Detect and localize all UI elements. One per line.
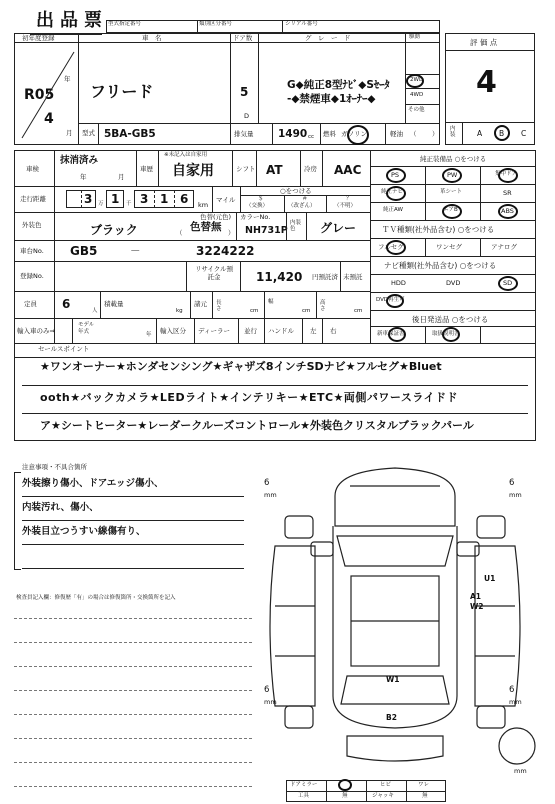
- equip-abs: ABS: [501, 207, 514, 215]
- mark-w1: W1: [386, 675, 400, 684]
- equip-leather: 革シート: [440, 189, 463, 195]
- mileage-label: 走行距離: [20, 195, 46, 203]
- fuel-paren-close: ）: [432, 130, 439, 138]
- equip-navi-circle: [386, 186, 406, 201]
- navi-dvd: DVD: [446, 279, 461, 287]
- tools-value: 無: [342, 793, 348, 799]
- equip-pw-circle: [442, 168, 462, 183]
- crack-label: ヒビ: [380, 782, 392, 788]
- later-warranty-circle: [388, 327, 406, 342]
- reg-label: 登録No.: [20, 272, 44, 280]
- page-title: 出品票: [36, 10, 108, 31]
- repaint-paren-open: （: [176, 229, 183, 237]
- equip-aw: 純正AW: [383, 207, 403, 213]
- mirror-circle: [338, 779, 352, 791]
- interior-color-label: 内装色: [290, 220, 302, 233]
- dim-height-label: 高さ: [320, 300, 326, 313]
- interior-color-value: グレー: [320, 221, 357, 235]
- month-unit: 月: [66, 129, 73, 137]
- mark-b2: B2: [386, 713, 397, 722]
- color-value: ブラック: [90, 223, 138, 237]
- import-right: 右: [330, 327, 337, 335]
- inspection-label: 車検: [26, 165, 39, 173]
- capacity-label: 定員: [24, 300, 37, 308]
- car-damage-diagram: [255, 456, 545, 786]
- mileage-digit-4: 1: [160, 192, 169, 206]
- car-name-value: フリード: [90, 82, 154, 101]
- equip-pw: PW: [447, 171, 458, 179]
- mileage-unit-sen: 千: [126, 201, 132, 207]
- fuel-label: 燃料: [323, 130, 336, 138]
- type-code-label: 型式指定番号: [108, 21, 142, 27]
- ac-label: 冷房: [304, 165, 317, 173]
- mileage-digit-2: 1: [111, 192, 120, 206]
- tv-fullseg: フルセグ: [378, 243, 404, 251]
- mileage-digit-1: 3: [84, 192, 93, 206]
- mark-u1: U1: [484, 574, 496, 583]
- fuel-diesel: 軽油: [390, 130, 403, 138]
- sales-line-3: ア★シートヒーター★レーダークルーズコントロール★外装色クリスタルブラックパール: [40, 419, 474, 432]
- tire-fl-unit: mm: [264, 491, 277, 499]
- mark-w2: W2: [470, 602, 484, 611]
- tire-rl-value: 6: [264, 685, 270, 695]
- mileage-opt-swap: （交換）: [246, 203, 269, 209]
- inspection-month-unit: 月: [118, 173, 125, 181]
- drive-label: 駆動: [409, 34, 421, 40]
- spare-tire-unit: mm: [514, 767, 527, 775]
- month-value: 4: [44, 111, 54, 127]
- displacement-label: 排気量: [234, 130, 254, 138]
- mileage-opt-unknown: （不明）: [334, 203, 357, 209]
- capacity-unit: 人: [92, 308, 98, 314]
- tools-label: 工具: [298, 793, 310, 799]
- grade-label: グ レ ー ド: [305, 34, 351, 42]
- history-value: 自家用: [172, 163, 214, 179]
- mileage-opt-tamper: （改ざん）: [288, 203, 316, 209]
- equip-abs-circle: [498, 204, 518, 219]
- repaint-value: 色替無: [190, 221, 222, 233]
- score-label: 評 価 点: [470, 38, 498, 47]
- tv-analog: アナログ: [491, 243, 517, 251]
- navi-sd-circle: [498, 276, 518, 291]
- dim-length-label: 長さ: [216, 300, 222, 313]
- capacity-value: 6: [62, 297, 71, 311]
- year-diagonal: [14, 42, 78, 145]
- history-note: ※未記入は自家用: [164, 152, 208, 158]
- import-model-year: モデル年式: [78, 322, 95, 335]
- tire-rl-unit: mm: [264, 698, 277, 706]
- doors-value: 5: [240, 85, 249, 99]
- doors-unit: D: [244, 112, 250, 120]
- tv-title: ＴＶ種類(社外品含む) ○をつける: [382, 225, 495, 234]
- recycle-value: 11,420: [256, 270, 303, 284]
- car-name-label: 車 名: [142, 34, 162, 42]
- score-value: 4: [476, 65, 497, 100]
- equip-sr: SR: [503, 189, 512, 197]
- recycle-label: リサイクル預託金: [194, 265, 234, 281]
- interior-c: C: [521, 129, 527, 138]
- equip-ps: PS: [391, 171, 400, 179]
- class-code-label: 類別区分番号: [199, 21, 233, 27]
- load-unit: kg: [176, 308, 183, 314]
- dvd-playable: DVD再生可: [376, 297, 405, 303]
- mileage-digit-3: 3: [140, 192, 149, 206]
- sales-label: セールスポイント: [38, 345, 90, 353]
- recycle-unpaid: 未預託: [343, 273, 363, 281]
- import-handle: ハンドル: [268, 327, 294, 335]
- ac-value: AAC: [334, 163, 362, 177]
- tire-fl-value: 6: [264, 478, 270, 488]
- doors-label: ドア数: [233, 34, 253, 42]
- inspection-value: 抹消済み: [60, 155, 99, 166]
- navi-title: ナビ種類(社外品含む) ○をつける: [384, 261, 497, 270]
- chassis-label: 車台No.: [20, 247, 44, 255]
- navi-hdd: HDD: [391, 279, 406, 287]
- import-dealer: ディーラー: [198, 327, 230, 335]
- equip-airbag: エアB: [443, 207, 458, 213]
- interior-label: 内装: [450, 126, 456, 139]
- shift-label: シフト: [236, 165, 256, 173]
- later-title: 後日発送品 ○をつける: [412, 315, 489, 324]
- import-class-label: 輸入区分: [160, 327, 186, 335]
- mileage-opt-swap-mark: ＄: [258, 196, 264, 202]
- notes-label: 注意事項・不具合箇所: [22, 463, 87, 471]
- color-code-label: カラーNo.: [240, 213, 271, 221]
- mileage-mile: マイル: [216, 196, 236, 204]
- note-line-1: 外装擦り傷小、ドアエッジ傷小、: [22, 478, 164, 489]
- grade-line-2: -◆禁煙車◆1ｵｰﾅｰ◆: [287, 93, 376, 105]
- note-line-2: 内装汚れ、傷小、: [22, 502, 99, 513]
- dim-label: 諸元: [194, 300, 207, 308]
- jack-value: 無: [422, 793, 428, 799]
- sales-line-2: ooth★バックカメラ★LEDライト★インテリキー★ETC★両側パワースライドド: [40, 391, 459, 404]
- tire-fr-value: 6: [509, 478, 515, 488]
- drive-2wd: 2WD: [410, 77, 424, 83]
- equip-ps-circle: [386, 168, 406, 183]
- chassis-dash: －: [130, 245, 141, 257]
- mileage-digit-5: 6: [180, 192, 189, 206]
- serial-label: シリアル番号: [285, 21, 318, 27]
- dim-height-unit: cm: [354, 308, 363, 314]
- import-label: 輸入車のみ⇒: [17, 327, 55, 335]
- fuel-gasoline: ガソリン: [341, 130, 367, 138]
- inspector-label: 検査員記入欄：修復歴「有」の場合は修復箇所・交換箇所を記入: [16, 595, 176, 601]
- fuel-gasoline-circle: [347, 125, 369, 145]
- tire-rr-value: 6: [509, 685, 515, 695]
- equip-navi: 純正ナビ: [381, 189, 404, 195]
- color-code-value: NH731P: [245, 225, 288, 236]
- mileage-circle-hint: ○をつける: [280, 187, 312, 195]
- history-label: 車歴: [140, 165, 153, 173]
- dvd-playable-circle: [386, 294, 404, 308]
- year-unit: 年: [64, 75, 71, 83]
- import-left: 左: [310, 327, 317, 335]
- sales-line-1: ★ワンオーナー★ホンダセンシング★ギャザズ8インチSDナビ★フルセグ★Bluet: [40, 360, 442, 373]
- equip-central-lock-circle: [498, 168, 518, 183]
- tire-fr-unit: mm: [509, 491, 522, 499]
- drive-4wd: 4WD: [410, 92, 424, 98]
- interior-b: B: [499, 129, 505, 138]
- equip-airbag-circle: [442, 204, 462, 219]
- mileage-opt-tamper-mark: ＃: [302, 196, 308, 202]
- dim-width-label: 幅: [268, 299, 274, 305]
- load-label: 積載量: [104, 300, 124, 308]
- chassis-number: 3224222: [196, 244, 255, 258]
- mileage-unit-man: 万: [98, 201, 104, 207]
- mirror-label: ドアミラー: [290, 782, 318, 788]
- mark-a1: A1: [470, 592, 482, 601]
- drive-2wd-circle: [406, 74, 424, 88]
- later-manual-circle: [442, 327, 460, 342]
- displacement-unit: cc: [308, 134, 315, 140]
- fuel-paren-open: （: [410, 130, 417, 138]
- inspection-year-unit: 年: [80, 173, 87, 181]
- recycle-unit: 円預託済: [312, 273, 338, 281]
- interior-b-circle: [494, 125, 510, 141]
- first-reg-label: 初年度登録: [22, 34, 55, 42]
- navi-sd: SD: [503, 279, 513, 287]
- mileage-unit-km: km: [198, 201, 209, 209]
- tire-rr-unit: mm: [509, 698, 522, 706]
- grade-line-1: G◆純正8型ﾅﾋﾞ◆Sｾｰﾀ: [287, 79, 390, 91]
- color-label: 外装色: [22, 221, 42, 229]
- interior-a: A: [477, 129, 483, 138]
- displacement-value: 1490: [278, 128, 308, 140]
- tv-fullseg-circle: [386, 240, 406, 255]
- model-value: 5BA-GB5: [104, 128, 156, 140]
- note-line-3: 外装目立つうすい線傷有り、: [22, 526, 146, 537]
- chassis-prefix: GB5: [70, 244, 98, 258]
- mileage-opt-unknown-mark: ？: [346, 196, 352, 202]
- break-label: ワレ: [418, 782, 430, 788]
- drive-other: その他: [408, 107, 425, 113]
- dim-width-unit: cm: [302, 308, 311, 314]
- repaint-paren-close: ）: [228, 229, 235, 237]
- import-year-unit: 年: [146, 332, 152, 338]
- equipment-title: 純正装備品 ○をつける: [420, 155, 487, 163]
- later-manual: 取扱説明書: [432, 331, 460, 337]
- jack-label: ジャッキ: [372, 793, 394, 799]
- dim-length-unit: cm: [250, 308, 259, 314]
- year-era: R05: [24, 87, 55, 103]
- shift-value: AT: [266, 163, 283, 177]
- model-label: 型式: [82, 129, 95, 137]
- equip-central-lock: 集中ドア: [495, 171, 517, 177]
- import-parallel: 並行: [244, 327, 257, 335]
- tv-oneseg: ワンセグ: [436, 243, 462, 251]
- later-warranty: 新車保証書: [377, 331, 405, 337]
- repaint-label: 色替(元色): [200, 213, 232, 221]
